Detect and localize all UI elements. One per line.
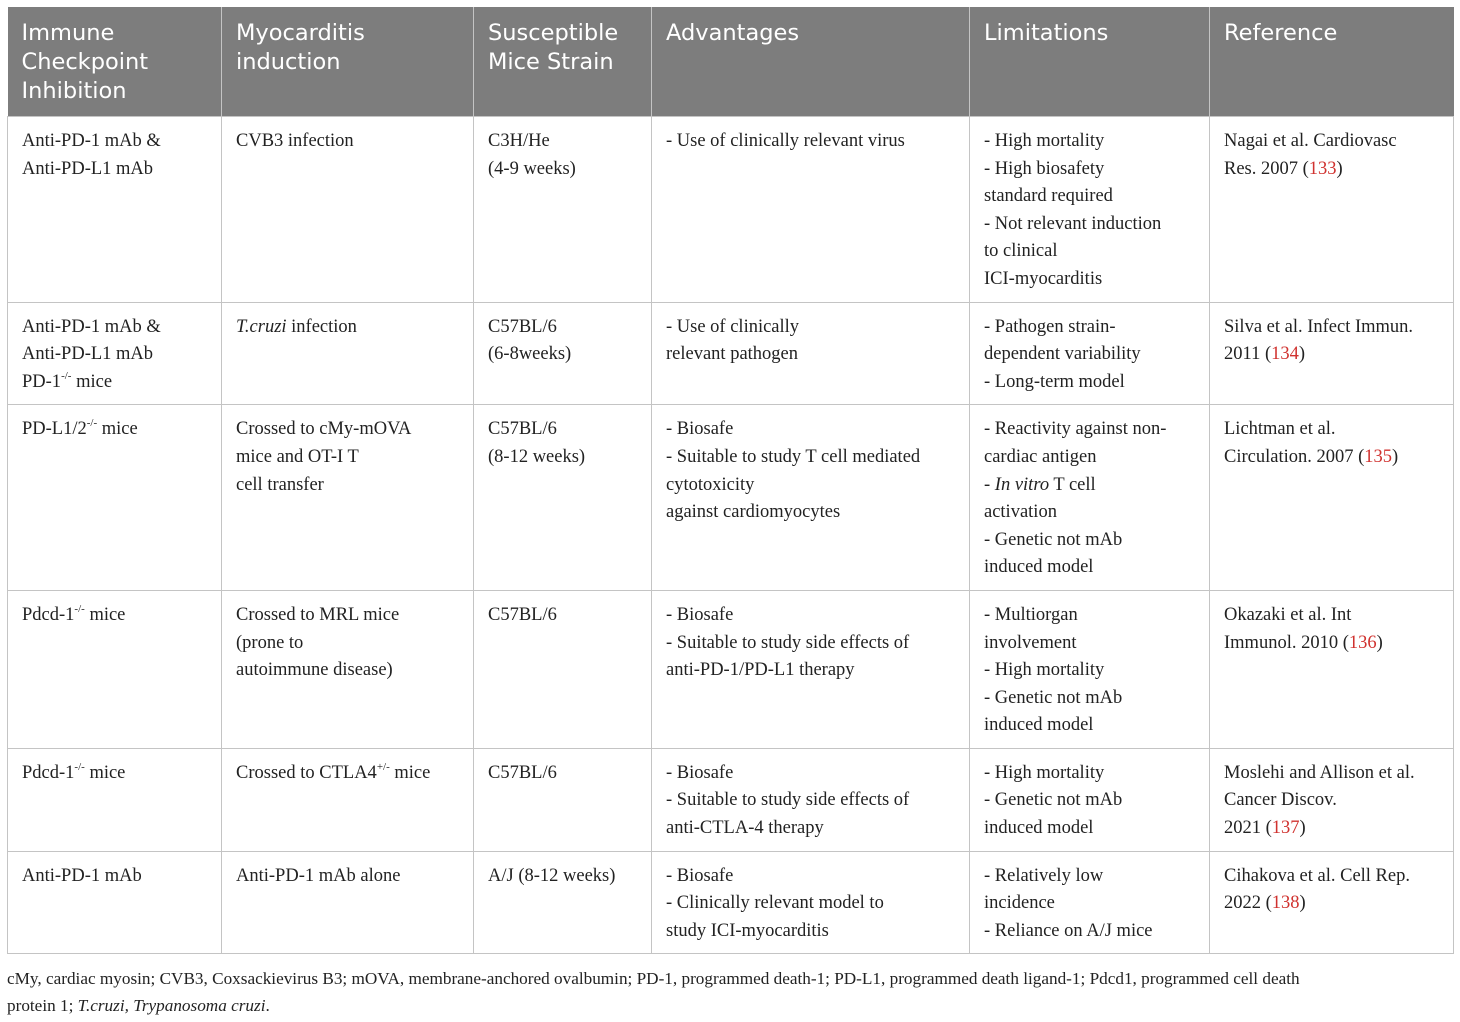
- cell-text: ): [1392, 446, 1399, 467]
- cell-text: cardiac antigen: [984, 446, 1097, 467]
- cell-limitations: [970, 405, 1210, 591]
- cell-text: CVB3 infection: [236, 131, 354, 151]
- cell-line: [488, 602, 643, 630]
- cell-text: induced model: [984, 557, 1094, 578]
- header-line: Mice Strain: [488, 49, 614, 75]
- cell-text: ICI-myocarditis: [984, 268, 1103, 289]
- cell-text: T cell: [1049, 474, 1096, 495]
- cell-text: (4-9 weeks): [488, 158, 576, 179]
- cell-strain: [474, 405, 652, 591]
- cell-line: [666, 341, 961, 369]
- cell-text: Cihakova et al. Cell Rep.: [1224, 865, 1410, 886]
- cell-advantages: [652, 117, 970, 303]
- cell-strain: [474, 117, 652, 303]
- cell-line: [984, 918, 1201, 946]
- superscript: -/-: [74, 760, 85, 773]
- cell-text: Crossed to CTLA4: [236, 762, 377, 783]
- cell-checkpoint: [8, 748, 222, 851]
- cell-line: [488, 760, 643, 788]
- cell-text: Moslehi and Allison et al.: [1224, 762, 1415, 783]
- cell-text: 2011 (: [1224, 344, 1272, 365]
- cell-reference: [1210, 590, 1454, 748]
- cell-line: [1224, 760, 1445, 788]
- cell-line: [666, 630, 961, 658]
- cell-limitations: [970, 590, 1210, 748]
- cell-line: [984, 863, 1201, 891]
- cell-line: [984, 314, 1201, 342]
- cell-checkpoint: [8, 405, 222, 591]
- cell-line: [488, 863, 643, 891]
- cell-line: [666, 657, 961, 685]
- cell-line: [236, 602, 465, 630]
- cell-text: induced model: [984, 715, 1094, 736]
- table-row: [8, 851, 1454, 954]
- cell-text: C57BL/6: [488, 316, 557, 337]
- cell-text: - Genetic not mAb: [984, 687, 1123, 708]
- column-header-checkpoint: [8, 7, 222, 117]
- cell-line: [488, 416, 643, 444]
- cell-advantages: [652, 302, 970, 405]
- cell-line: [236, 416, 465, 444]
- cell-text: mice: [71, 371, 113, 392]
- cell-text: - High mortality: [984, 131, 1105, 151]
- column-header-reference: [1210, 7, 1454, 117]
- cell-strain: [474, 748, 652, 851]
- cell-advantages: [652, 851, 970, 954]
- cell-line: [984, 760, 1201, 788]
- cell-limitations: [970, 117, 1210, 303]
- cell-line: [1224, 890, 1445, 918]
- cell-line: [22, 369, 213, 397]
- header-line: Immune: [21, 20, 115, 46]
- cell-text: - Suitable to study T cell mediated: [666, 446, 921, 467]
- cell-text: - High biosafety: [984, 158, 1105, 179]
- cell-induction: [222, 590, 474, 748]
- cell-strain: [474, 851, 652, 954]
- cell-text: Anti-PD-1 mAb alone: [236, 865, 401, 886]
- cell-text: Anti-PD-1 mAb: [22, 865, 142, 886]
- cell-text: mice: [97, 419, 138, 440]
- cell-text: - High mortality: [984, 660, 1105, 681]
- table-row: [8, 748, 1454, 851]
- cell-induction: [222, 117, 474, 303]
- reference-link[interactable]: 138: [1271, 893, 1300, 914]
- cell-text: Pdcd-1: [22, 762, 75, 783]
- cell-text: infection: [286, 316, 357, 337]
- cell-text: Anti-PD-1 mAb &: [22, 316, 161, 337]
- cell-line: [1224, 444, 1445, 472]
- header-line: induction: [236, 49, 341, 75]
- cell-text: mice: [84, 762, 126, 783]
- cell-text: Crossed to MRL mice: [236, 604, 400, 625]
- cell-advantages: [652, 590, 970, 748]
- cell-text: Immunol. 2010 (: [1224, 632, 1349, 653]
- cell-line: [22, 863, 213, 891]
- cell-line: [666, 499, 961, 527]
- cell-line: [488, 128, 643, 156]
- cell-line: [984, 211, 1201, 239]
- cell-line: [984, 369, 1201, 397]
- cell-line: [1224, 156, 1445, 184]
- cell-text: C57BL/6: [488, 604, 557, 625]
- cell-text: Nagai et al. Cardiovasc: [1224, 131, 1397, 151]
- cell-text: anti-PD-1/PD-L1 therapy: [666, 660, 855, 681]
- cell-line: [22, 156, 213, 184]
- cell-line: [666, 760, 961, 788]
- cell-line: [984, 787, 1201, 815]
- cell-line: [236, 863, 465, 891]
- cell-checkpoint: [8, 302, 222, 405]
- header-line: Limitations: [984, 20, 1109, 46]
- header-row: [8, 7, 1454, 117]
- italic-text: In vitro: [994, 474, 1050, 495]
- cell-line: [236, 657, 465, 685]
- cell-text: (prone to: [236, 632, 304, 653]
- column-header-limitations: [970, 7, 1210, 117]
- cell-line: [1224, 815, 1445, 843]
- cell-text: - Genetic not mAb: [984, 529, 1123, 550]
- cell-text: - Biosafe: [666, 419, 734, 440]
- cell-text: - High mortality: [984, 762, 1105, 783]
- superscript: +/-: [376, 760, 390, 773]
- cell-text: C57BL/6: [488, 419, 557, 440]
- cell-text: incidence: [984, 893, 1055, 914]
- cell-text: - Clinically relevant model to: [666, 893, 884, 914]
- table-row: [8, 405, 1454, 591]
- cell-text: (6-8weeks): [488, 344, 572, 365]
- cell-line: [984, 128, 1201, 156]
- cell-line: [666, 314, 961, 342]
- cell-text: - Suitable to study side effects of: [666, 632, 910, 653]
- header-line: Advantages: [666, 20, 800, 46]
- cell-text: - Biosafe: [666, 604, 734, 625]
- cell-line: [22, 128, 213, 156]
- cell-line: [666, 863, 961, 891]
- column-header-induction: [222, 7, 474, 117]
- table-row: [8, 117, 1454, 303]
- cell-line: [1224, 787, 1445, 815]
- cell-line: [1224, 630, 1445, 658]
- superscript: -/-: [74, 602, 85, 615]
- cell-text: study ICI-myocarditis: [666, 920, 829, 941]
- cell-line: [984, 685, 1201, 713]
- cell-line: [22, 416, 213, 444]
- footnote-line-1: cMy, cardiac myosin; CVB3, Coxsackievirus B3; mOVA, membrane-anchored ovalbumin; PD-1, programmed death-1; PD-L1, programmed death ligand-1; Pdcd1, programmed cell death: [7, 969, 1300, 988]
- cell-line: [236, 128, 465, 156]
- italic-text: T.cruzi: [236, 316, 287, 337]
- cell-line: [666, 890, 961, 918]
- cell-text: dependent variability: [984, 344, 1141, 365]
- cell-text: cell transfer: [236, 474, 324, 495]
- cell-line: [984, 499, 1201, 527]
- table-body: [8, 117, 1454, 954]
- cell-line: [22, 760, 213, 788]
- cell-limitations: [970, 748, 1210, 851]
- cell-line: [984, 472, 1201, 500]
- column-header-advantages: [652, 7, 970, 117]
- cell-text: - Reliance on A/J mice: [984, 920, 1153, 941]
- cell-text: Crossed to cMy-mOVA: [236, 419, 412, 440]
- cell-text: ): [1376, 632, 1383, 653]
- cell-line: [666, 444, 961, 472]
- header-line: Reference: [1224, 20, 1338, 46]
- cell-text: mice: [389, 762, 431, 783]
- cell-checkpoint: [8, 117, 222, 303]
- cell-line: [488, 314, 643, 342]
- cell-text: - Not relevant induction: [984, 213, 1162, 234]
- cell-text: autoimmune disease): [236, 660, 393, 681]
- footnote-italic: T.cruzi, Trypanosoma cruzi: [77, 996, 266, 1015]
- cell-line: [984, 416, 1201, 444]
- cell-reference: [1210, 302, 1454, 405]
- cell-line: [1224, 416, 1445, 444]
- cell-line: [984, 712, 1201, 740]
- cell-line: [488, 156, 643, 184]
- cell-strain: [474, 590, 652, 748]
- cell-line: [1224, 602, 1445, 630]
- cell-line: [236, 314, 465, 342]
- cell-text: Pdcd-1: [22, 604, 75, 625]
- cell-line: [666, 787, 961, 815]
- cell-text: Anti-PD-1 mAb &: [22, 131, 161, 151]
- cell-text: ): [1299, 818, 1306, 839]
- cell-line: [236, 444, 465, 472]
- cell-line: [666, 602, 961, 630]
- cell-text: -: [984, 474, 995, 495]
- cell-line: [1224, 128, 1445, 156]
- cell-induction: [222, 851, 474, 954]
- cell-text: Okazaki et al. Int: [1224, 604, 1352, 625]
- cell-strain: [474, 302, 652, 405]
- cell-checkpoint: [8, 851, 222, 954]
- cell-text: - Biosafe: [666, 762, 734, 783]
- cell-line: [236, 630, 465, 658]
- cell-line: [984, 156, 1201, 184]
- cell-line: [984, 657, 1201, 685]
- cell-limitations: [970, 851, 1210, 954]
- cell-text: - Use of clinically relevant virus: [666, 131, 905, 151]
- cell-text: anti-CTLA-4 therapy: [666, 818, 824, 839]
- cell-text: Circulation. 2007 (: [1224, 446, 1365, 467]
- cell-text: - Long-term model: [984, 371, 1125, 392]
- cell-text: PD-L1/2: [22, 419, 87, 440]
- cell-text: - Suitable to study side effects of: [666, 790, 910, 811]
- cell-line: [984, 341, 1201, 369]
- cell-line: [1224, 314, 1445, 342]
- cell-line: [984, 238, 1201, 266]
- cell-text: - Use of clinically: [666, 316, 800, 337]
- cell-line: [236, 472, 465, 500]
- cell-text: cytotoxicity: [666, 474, 755, 495]
- cell-text: Res. 2007 (: [1224, 158, 1309, 179]
- cell-text: involvement: [984, 632, 1077, 653]
- cell-text: Lichtman et al.: [1224, 419, 1336, 440]
- cell-text: - Biosafe: [666, 865, 734, 886]
- cell-line: [1224, 341, 1445, 369]
- cell-text: Anti-PD-L1 mAb: [22, 158, 154, 179]
- cell-line: [984, 183, 1201, 211]
- reference-link[interactable]: 133: [1308, 158, 1337, 179]
- column-header-strain: [474, 7, 652, 117]
- header-line: Checkpoint: [21, 49, 149, 75]
- cell-line: [22, 602, 213, 630]
- reference-link[interactable]: 137: [1271, 818, 1300, 839]
- cell-text: ): [1298, 344, 1306, 365]
- cell-text: (8-12 weeks): [488, 446, 586, 467]
- cell-reference: [1210, 405, 1454, 591]
- cell-limitations: [970, 302, 1210, 405]
- superscript: -/-: [86, 417, 98, 430]
- cell-text: activation: [984, 502, 1057, 523]
- cell-text: C3H/He: [488, 131, 550, 151]
- header-line: Myocarditis: [236, 20, 365, 46]
- table-footnote: [7, 965, 1457, 1019]
- cell-checkpoint: [8, 590, 222, 748]
- cell-text: - Genetic not mAb: [984, 790, 1123, 811]
- cell-text: mice: [84, 604, 126, 625]
- cell-reference: [1210, 851, 1454, 954]
- cell-text: A/J (8-12 weeks): [488, 865, 616, 886]
- mouse-models-table: [7, 7, 1454, 954]
- cell-text: ): [1299, 893, 1306, 914]
- cell-text: - Multiorgan: [984, 604, 1078, 625]
- cell-line: [488, 444, 643, 472]
- cell-line: [666, 416, 961, 444]
- cell-text: 2022 (: [1224, 893, 1272, 914]
- header-line: Susceptible: [488, 20, 619, 46]
- cell-text: against cardiomyocytes: [666, 502, 841, 523]
- cell-line: [984, 444, 1201, 472]
- footnote-line-2: protein 1; T.cruzi, Trypanosoma cruzi.: [7, 996, 270, 1015]
- cell-text: standard required: [984, 186, 1113, 207]
- cell-text: - Reactivity against non-: [984, 419, 1167, 440]
- cell-line: [22, 341, 213, 369]
- cell-line: [984, 554, 1201, 582]
- cell-line: [236, 760, 465, 788]
- cell-text: induced model: [984, 818, 1094, 839]
- cell-text: PD-1: [22, 371, 62, 392]
- cell-line: [1224, 863, 1445, 891]
- cell-line: [22, 314, 213, 342]
- cell-text: - Relatively low: [984, 865, 1104, 886]
- cell-line: [984, 890, 1201, 918]
- cell-line: [984, 815, 1201, 843]
- cell-text: ): [1336, 158, 1343, 179]
- cell-line: [666, 128, 961, 156]
- cell-text: Silva et al. Infect Immun.: [1224, 316, 1414, 337]
- cell-line: [666, 472, 961, 500]
- cell-line: [666, 815, 961, 843]
- header-line: Inhibition: [21, 78, 127, 104]
- cell-line: [488, 341, 643, 369]
- cell-line: [984, 602, 1201, 630]
- cell-text: 2021 (: [1224, 818, 1272, 839]
- cell-text: C57BL/6: [488, 762, 557, 783]
- cell-advantages: [652, 405, 970, 591]
- cell-induction: [222, 302, 474, 405]
- reference-link[interactable]: 134: [1271, 344, 1299, 365]
- cell-text: to clinical: [984, 241, 1058, 262]
- cell-reference: [1210, 748, 1454, 851]
- reference-link[interactable]: 136: [1348, 632, 1377, 653]
- cell-text: - Pathogen strain-: [984, 316, 1116, 337]
- cell-line: [666, 918, 961, 946]
- cell-text: Anti-PD-L1 mAb: [22, 344, 154, 365]
- cell-text: relevant pathogen: [666, 344, 799, 365]
- table-row: [8, 302, 1454, 405]
- cell-line: [984, 630, 1201, 658]
- cell-induction: [222, 405, 474, 591]
- cell-induction: [222, 748, 474, 851]
- cell-reference: [1210, 117, 1454, 303]
- cell-text: Cancer Discov.: [1224, 790, 1337, 811]
- superscript: -/-: [61, 369, 72, 382]
- cell-line: [984, 527, 1201, 555]
- cell-text: mice and OT-I T: [236, 446, 359, 467]
- reference-link[interactable]: 135: [1364, 446, 1393, 467]
- cell-advantages: [652, 748, 970, 851]
- table-row: [8, 590, 1454, 748]
- cell-line: [984, 266, 1201, 294]
